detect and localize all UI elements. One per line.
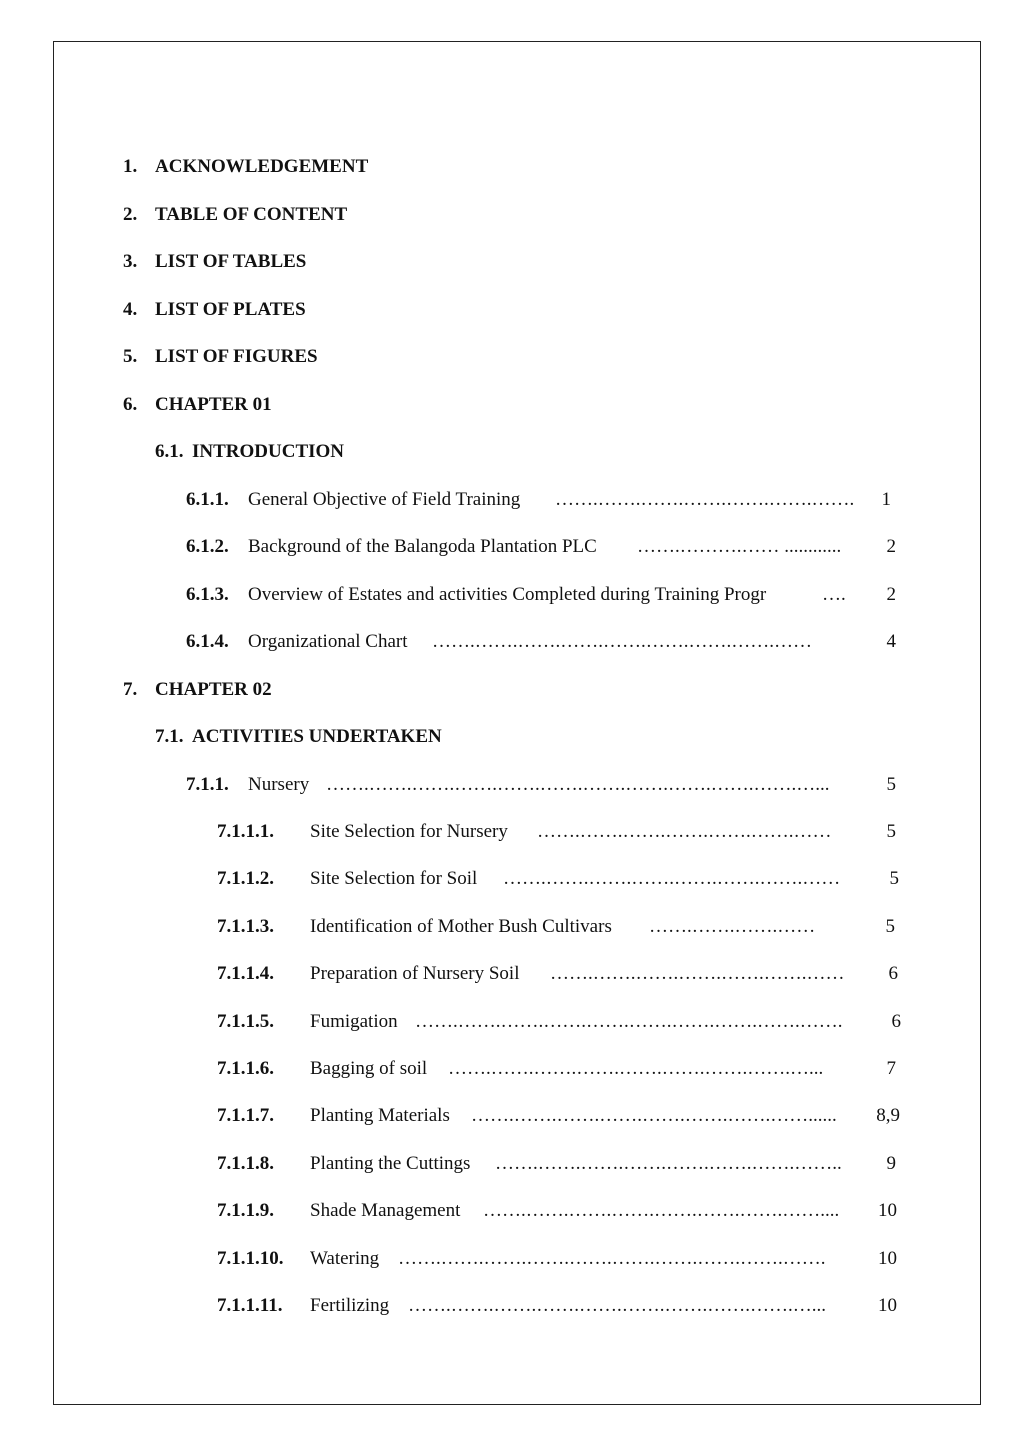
- toc-leader-dots: …….…….…….…….…….…….…….: [555, 489, 855, 510]
- toc-entry-number: 6.1.3.: [186, 584, 229, 605]
- toc-entry-title: Planting the Cuttings: [310, 1153, 471, 1174]
- toc-leader-dots: …….…….…….…….…….…….…….…….…….…...: [408, 1295, 826, 1316]
- toc-entry-number: 7.1.1.7.: [217, 1105, 274, 1126]
- toc-entry-title: LIST OF TABLES: [155, 251, 307, 272]
- toc-entry-number: 7.1.1.1.: [217, 821, 274, 842]
- toc-leader-dots: …….…….…….…….…….…….……: [537, 821, 832, 842]
- toc-entry-number: 7.1.1.2.: [217, 868, 274, 889]
- toc-page-number: 10: [878, 1200, 897, 1221]
- toc-page-number: 5: [885, 916, 895, 937]
- toc-leader-dots: ….: [822, 584, 846, 605]
- toc-entry-number: 1.: [123, 156, 138, 177]
- toc-entry-number: 6.1.4.: [186, 631, 229, 652]
- toc-page-number: 4: [886, 631, 896, 652]
- toc-page-number: 7: [886, 1058, 896, 1079]
- toc-leader-dots: …….…….…….…….…….…….…….…….…...: [448, 1058, 824, 1079]
- toc-entry-number: 3.: [123, 251, 138, 272]
- toc-entry-title: CHAPTER 01: [155, 394, 272, 415]
- toc-page-number: 5: [886, 774, 896, 795]
- toc-entry-title: Bagging of soil: [310, 1058, 428, 1079]
- toc-leader-dots: …….…….…….…….…….…….…….…….…….…….: [415, 1011, 843, 1032]
- toc-entry-number: 7.1.1.9.: [217, 1200, 274, 1221]
- toc-entry-number: 7.1.: [155, 726, 184, 747]
- toc-entry-number: 7.1.1.4.: [217, 963, 274, 984]
- toc-entry-title: Site Selection for Nursery: [310, 821, 508, 842]
- toc-leader-dots: …….…….…….…….…….…….……: [550, 963, 845, 984]
- toc-leader-dots: …….…….…….…….…….…….…….……..: [495, 1153, 842, 1174]
- toc-page-number: 5: [889, 868, 899, 889]
- toc-entry-number: 7.1.1.5.: [217, 1011, 274, 1032]
- toc-entry-title: Shade Management: [310, 1200, 461, 1221]
- toc-entry-number: 4.: [123, 299, 138, 320]
- toc-leader-dots: …….…….…….…….…….…….…….……....: [483, 1200, 840, 1221]
- toc-entry-title: Fertilizing: [310, 1295, 390, 1316]
- toc-entry-title: ACTIVITIES UNDERTAKEN: [192, 726, 442, 747]
- toc-page-number: 10: [878, 1295, 897, 1316]
- toc-entry-number: 6.: [123, 394, 138, 415]
- toc-leader-dots: …….…….…….…….…….…….…….…….……: [432, 631, 812, 652]
- toc-page-number: 10: [878, 1248, 897, 1269]
- toc-entry-title: Organizational Chart: [248, 631, 408, 652]
- toc-entry-title: Watering: [310, 1248, 380, 1269]
- toc-entry-title: Preparation of Nursery Soil: [310, 963, 520, 984]
- toc-entry-title: Nursery: [248, 774, 310, 795]
- toc-page-number: 1: [881, 489, 891, 510]
- toc-leader-dots: …….…….…….…….…….…….…….……......: [471, 1105, 837, 1126]
- toc-entry-number: 7.1.1.6.: [217, 1058, 274, 1079]
- toc-page-number: 2: [886, 536, 896, 557]
- toc-entry-title: INTRODUCTION: [192, 441, 345, 462]
- toc-entry-number: 6.1.2.: [186, 536, 229, 557]
- toc-entry-number: 6.1.: [155, 441, 184, 462]
- toc-entry-title: Background of the Balangoda Plantation PLC: [248, 536, 597, 557]
- toc-page-number: 2: [886, 584, 896, 605]
- toc-entry-number: 7.: [123, 679, 138, 700]
- toc-entry-title: ACKNOWLEDGEMENT: [155, 156, 369, 177]
- toc-entry-title: General Objective of Field Training: [248, 489, 521, 510]
- toc-page-number: 8,9: [876, 1105, 900, 1126]
- toc-page-number: 5: [886, 821, 896, 842]
- toc-entry-number: 7.1.1.: [186, 774, 229, 795]
- toc-leader-dots: …….…….…….……: [649, 916, 816, 937]
- toc-leader-dots: …….…….…….…….…….…….…….……: [503, 868, 841, 889]
- toc-entry-number: 7.1.1.3.: [217, 916, 274, 937]
- toc-entry-number: 6.1.1.: [186, 489, 229, 510]
- toc-entry-title: Site Selection for Soil: [310, 868, 478, 889]
- toc-entry-title: Overview of Estates and activities Completed during Training Progr: [248, 584, 767, 605]
- toc-entry-number: 7.1.1.11.: [217, 1295, 283, 1316]
- toc-entry-title: CHAPTER 02: [155, 679, 272, 700]
- toc-entry-title: Identification of Mother Bush Cultivars: [310, 916, 612, 937]
- toc-entry-title: Fumigation: [310, 1011, 398, 1032]
- toc-leader-dots: …….……….…… ............: [637, 536, 842, 557]
- toc-leader-dots: …….…….…….…….…….…….…….…….…….…….…….…...: [326, 774, 830, 795]
- toc-page-number: 6: [891, 1011, 901, 1032]
- toc-page-number: 6: [888, 963, 898, 984]
- toc-entry-number: 7.1.1.8.: [217, 1153, 274, 1174]
- toc-entry-title: LIST OF FIGURES: [155, 346, 318, 367]
- toc-leader-dots: …….…….…….…….…….…….…….…….…….…….: [398, 1248, 826, 1269]
- toc-entry-title: LIST OF PLATES: [155, 299, 306, 320]
- toc-entry-number: 5.: [123, 346, 138, 367]
- toc-entry-title: TABLE OF CONTENT: [155, 204, 348, 225]
- toc-entry-number: 7.1.1.10.: [217, 1248, 284, 1269]
- toc-entry-number: 2.: [123, 204, 138, 225]
- toc-entry-title: Planting Materials: [310, 1105, 450, 1126]
- toc-page-number: 9: [886, 1153, 896, 1174]
